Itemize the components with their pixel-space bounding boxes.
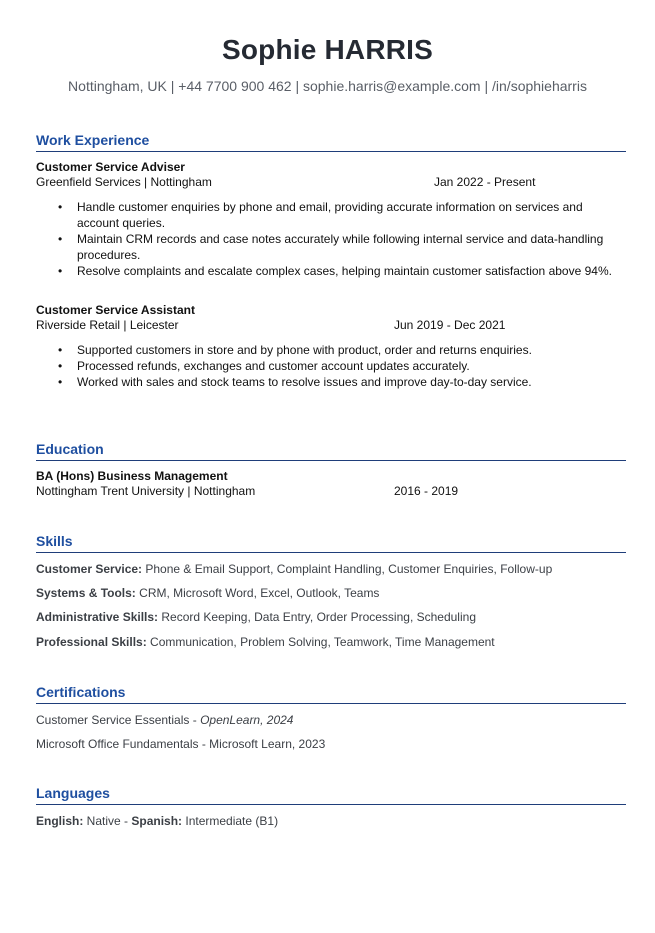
list-item: • Resolve complaints and escalate complex cases, helping maintain customer satisfaction above 94%.: [58, 264, 612, 278]
list-item: • Processed refunds, exchanges and customer account updates accurately.: [58, 359, 470, 373]
languages-section: [36, 784, 626, 835]
job-entry: [36, 303, 626, 390]
candidate-name: Sophie HARRIS: [221, 34, 434, 65]
section-title-education: Education: [36, 440, 626, 461]
skill-line: Systems & Tools: CRM, Microsoft Word, Excel, Outlook, Teams: [36, 586, 380, 600]
job-bullets: [36, 199, 626, 279]
list-item: • Handle customer enquiries by phone and email, providing accurate information on services and account queries.: [58, 200, 583, 230]
job-role: Customer Service Adviser: [36, 160, 185, 174]
job-meta-row: [36, 318, 626, 333]
skill-line: Professional Skills: Communication, Problem Solving, Teamwork, Time Management: [36, 635, 495, 649]
certifications-list: [36, 704, 626, 754]
job-meta-row: [36, 175, 626, 190]
certifications-section: [36, 683, 626, 754]
contact-line: Nottingham, UK | +44 7700 900 462 | sophie.harris@example.com | /in/sophieharris: [68, 78, 587, 94]
section-title-skills: Skills: [36, 532, 626, 553]
languages-list: [36, 805, 626, 835]
school: Nottingham Trent University | Nottingham: [36, 484, 256, 498]
job-bullets: [36, 342, 626, 390]
job-dates: Jan 2022 - Present: [434, 175, 536, 189]
degree: BA (Hons) Business Management: [36, 469, 228, 483]
education-meta-row: [36, 484, 626, 499]
job-entry: [36, 160, 626, 279]
job-company: Greenfield Services | Nottingham: [36, 175, 212, 189]
languages-line: English: Native - Spanish: Intermediate (B1): [36, 814, 279, 828]
skill-line: Customer Service: Phone & Email Support, Complaint Handling, Customer Enquiries, Follow-up: [36, 562, 553, 576]
list-item: • Maintain CRM records and case notes accurately while following internal service and data-handling procedures.: [58, 232, 604, 262]
education-dates: 2016 - 2019: [394, 484, 459, 498]
education-entry: [36, 469, 626, 499]
skills-list: [36, 553, 626, 653]
list-item: • Supported customers in store and by phone with product, order and returns enquiries.: [58, 343, 532, 357]
skill-line: Administrative Skills: Record Keeping, Data Entry, Order Processing, Scheduling: [36, 610, 476, 624]
section-title-certifications: Certifications: [36, 683, 626, 704]
certification-item: Customer Service Essentials - OpenLearn, 2024: [36, 713, 294, 727]
job-role: Customer Service Assistant: [36, 303, 195, 317]
work-experience-section: [36, 131, 626, 390]
skills-section: [36, 532, 626, 653]
section-title-languages: Languages: [36, 784, 626, 805]
list-item: • Worked with sales and stock teams to resolve issues and improve day-to-day service.: [58, 375, 532, 389]
section-title-work: Work Experience: [36, 131, 626, 152]
job-dates: Jun 2019 - Dec 2021: [394, 318, 506, 332]
job-company: Riverside Retail | Leicester: [36, 318, 179, 332]
certification-item: Microsoft Office Fundamentals - Microsoft Learn, 2023: [36, 737, 326, 751]
education-section: [36, 440, 626, 499]
